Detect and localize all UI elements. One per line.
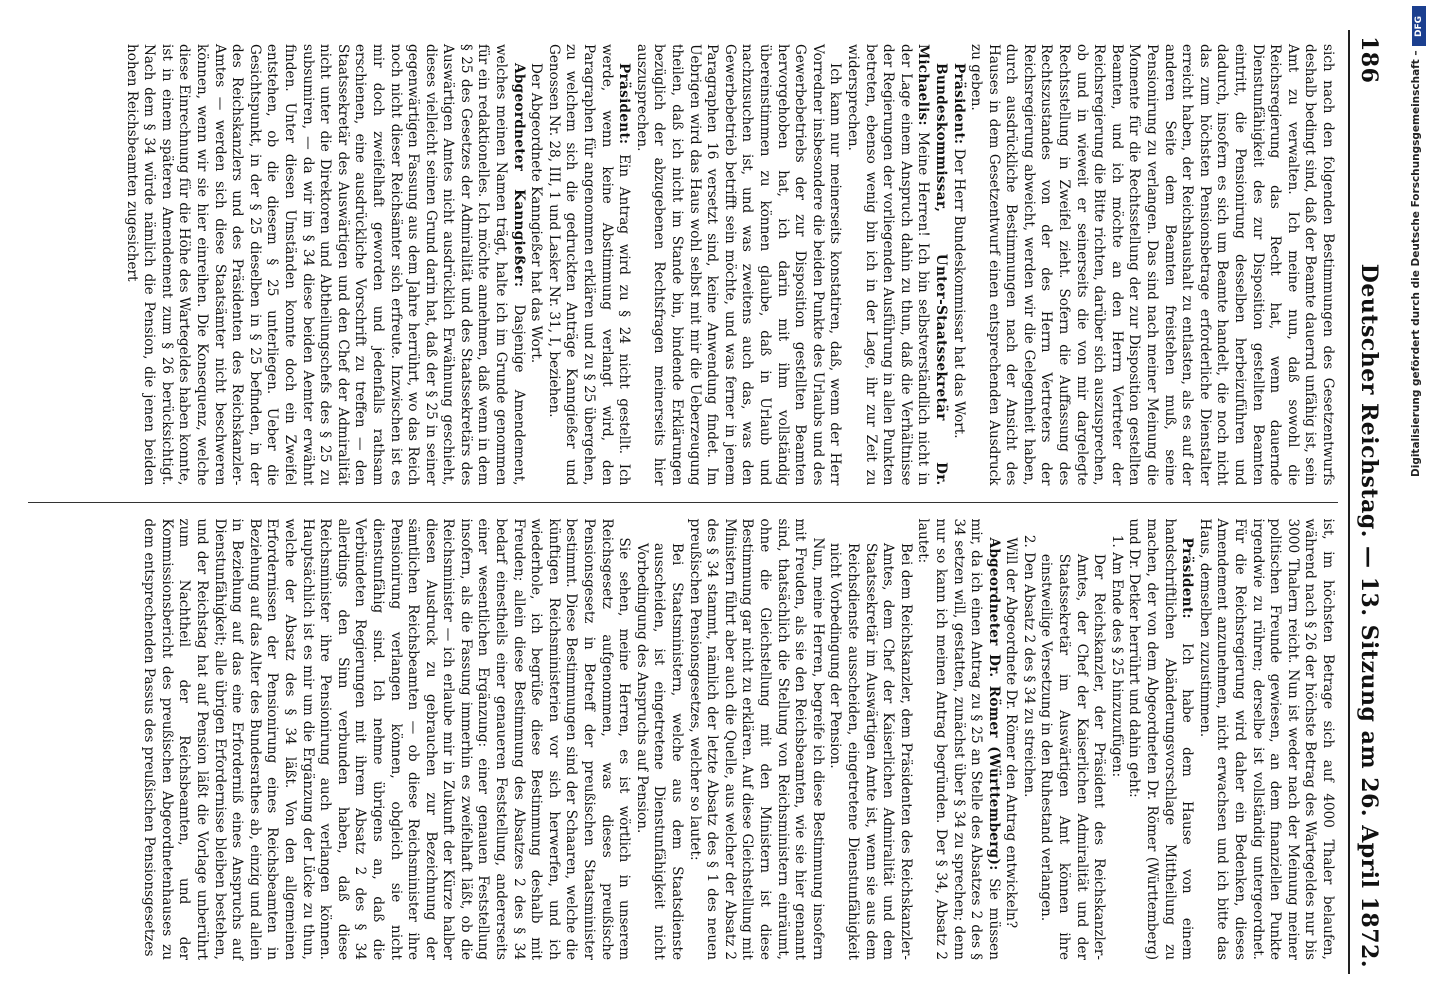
- speaker-label: Präsident:: [1179, 537, 1196, 619]
- running-title: Deutscher Reichstag. — 13. Sitzung am 26. April 1872.: [1356, 263, 1382, 968]
- quoted-text: Bei dem Reichskanzler, dem Präsidenten des Reichskanzler-Amtes, dem Chef der Kaiserlichen Admiralität und dem Staatssekretär im Auswärtigen Amte ist, wenn sie aus dem Reichsdienste ausscheiden, eingetretene Dienstunfähigkeit nicht Vorbedingung der Pension.: [827, 542, 914, 960]
- speech-text: Meine Herren! Ich bin selbstverständlich nicht in der Lage einem Anspruch dahin zu thun, daß die Verhältnisse der Regierungen der vorliegenden Ausführung in allen Punkten betreten, ebenso wenig bin ich in der Lage, ihr zur Zeit zu widersprechen.: [844, 44, 932, 486]
- amendment-item: 1. Am Ende des § 25 hinzuzufügen:: [1108, 534, 1125, 778]
- dfg-logo: DFG: [1412, 6, 1426, 46]
- paragraph: [122, 44, 527, 486]
- digitization-note: Digitalisierung gefördert durch die Deutsche Forschungsgemeinschaft –: [1410, 50, 1422, 477]
- speaker-label: Präsident:: [950, 63, 967, 145]
- paragraph: Ich kann nur meinerseits konstatiren, daß, wenn der Herr Vorredner insbesondere die beiden Punkte des Urlaubs und des Gewerbebetriebs der zur Disposition gestellten Beamten hervorgehoben hat, ich darin mit ihm vollständig übereinstimmen zu können glaube, daß in Urlaub und nachzusuchen ist, und was zweitens auch das, was den Gewerbebetrieb betrifft sein möchte, und was ferner in jenem Paragraphen 16 versetzt sind, keine Anwendung findet. Im Uebrigen wird das Haus wohl selbst mit mir die Ueberzeugung theilen, daß ich nicht im Stande bin, bindende Erklärungen bezüglich der abzugebenen Rechtsfragen meinerseits hier auszusprechen.: [633, 44, 844, 486]
- page-body: [28, 30, 1338, 974]
- column-right: [28, 505, 1338, 975]
- amendment-text: Der Reichskanzler, der Präsident des Reichskanzler-Amtes, der Chef der Kaiserlichen Admiralität und der Staatssekretär im Auswärtigen Amt können ihre einstweilige Versetzung in den Ruhestand verlangen.: [1038, 553, 1108, 960]
- paragraph: [949, 44, 967, 486]
- paragraph: Will der Abgeordnete Dr. Römer den Antrag entwickeln?: [1003, 537, 1020, 929]
- speech-text: Dasjenige Amendement, welches meinen Namen trägt, halte ich im Grunde genommen für ein redaktionelles. Ich möchte annehmen, daß wenn in dem § 25 des Gesetzes der Admiralität und des Staatssekretärs des Auswärtigen Amtes nicht ausdrücklich Erwähnung geschieht, dieses vielleicht seinen Grund darin hat, daß der § 25 in seiner gegenwärtigen Fassung aus dem Jahre herrührt, wo das Reich noch nicht dieser Reichsämter sich erfreute. Inzwischen ist es mir doch zweifelhaft geworden und jedenfalls rathsam erschienen, eine ausdrückliche Vorschrift zu treffen — den Staatssekretär des Auswärtigen und den Chef der Admiralität nicht unter die Direktoren und Abtheilungschefs des § 25 zu subsumiren, — da wir im § 34 diese beiden Aemter erwähnt finden. Unter diesen Umständen konnte doch ein Zweifel entstehen, ob die diesem § 25 unterliegen. Ueber die Gesichtspunkt, in der § 25 dieselben in § 25 befinden, in der des Reichskanzlers und des Präsidenten des Reichskanzler-Amtes — werden sich diese Staatsämter nicht beschweren können, wenn wir sie hier einreihen. Die Konsequenz, welche diese Einrechnung für die Höhe des Wartegeldes haben konnte, ist in einem späteren Amendement zum § 26 berücksichtigt. Nach dem § 34 würde nämlich die Pension, die jenen beiden hohen Reichsbeamten zugesichert: [123, 44, 527, 486]
- speech-text: Sie müssen mir, da ich einen Antrag zu § 25 an Stelle des Absatzes 2 des § 34 setzen will, gestatten, zunächst über § 34 zu sprechen; denn nur so kann ich meinen Antrag begründen. Der § 34, Absatz 2 lautet:: [915, 518, 1002, 960]
- running-head: [1348, 30, 1382, 974]
- paragraph: [914, 519, 1002, 961]
- speaker-label: Bundeskommissar, Unter-Staatssekretär Dr. Michaelis:: [915, 44, 949, 486]
- column-left: [28, 30, 1338, 500]
- speech-text: Ein Antrag wird zu § 24 nicht gestellt. Ich werde, wenn keine Abstimmung verlangt wird, den Paragraphen für angenommen erklären und zu § 25 übergehen, zu welchem sich die gedruckten Anträge Kanngießer und Genossen Nr. 28, III, 1 und Lasker Nr. 31, I, beziehen.: [545, 44, 633, 486]
- quoted-text: Bei Staatsministern, welche aus dem Staatsdienste ausscheiden, ist eingetretene Dienstunfähigkeit nicht Vorbedingung des Anspruchs auf Pension.: [633, 542, 686, 960]
- paragraph: [843, 44, 949, 486]
- paragraph: Der Abgeordnete Kanngießer hat das Wort.: [528, 63, 545, 364]
- speaker-label: Abgeordneter Kanngießer:: [510, 63, 527, 288]
- speech-text: Der Herr Bundeskommissar hat das Wort.: [950, 148, 967, 439]
- paragraph: Sie sehen, meine Herren, es ist wörtlich in unserem Reichsgesetz aufgenommen, was dieses preußische Pensionsgesetz in Betreff der preußischen Staatsminister bestimmt. Diese Bestimmungen sind der Schaaren, welche die künftigen Reichsministerien vor sich herwerfen, und ich wiederhole, ich begrüße diese Bestimmung deshalb mit Freuden; allein diese Bestimmung des Absatzes 2 des § 34 bedarf einestheils einer genaueren Feststellung, andererseits einer wesentlichen Ergänzung: einer genauen Feststellung insofern, als die Fassung immerhin es zweifelhaft läßt, ob die Reichsminister — ich erlaube mir in Zukunft der Kürze halber diesen Ausdruck zu gebrauchen zur Bezeichnung der sämtlichen Reichsbeamten — ob diese Reichsminister ihre Pensionirung verlangen können, obgleich sie nicht dienstunfähig sind. Ich nehme übrigens an, daß die Verbündeten Regierungen mit ihrem Absatz 2 des § 34 allerdings den Sinn verbunden haben, daß diese Reichsminister ihre Pensionirung auch verlangen können. Hauptsächlich ist es mir um die Ergänzung der Lücke zu thun, welche der Absatz des § 34 läßt. Von den allgemeinen Erfordernissen der Pensionirung eines Reichsbeamten in Beziehung auf das Alter des Bundesrathes ab, einzig und allein in Beziehung auf das eine Erforderniß eines Anspruchs auf Dienstunfähigkeit; alle übrigen Erfordernisse bleiben bestehen, und der Reichstag hat auf Pension läßt die Vorlage unberührt zum Nachtheil der Reichsbeamten, und der Kommissionsbericht des preußischen Abgeordnetenhauses zu dem entsprechenden Passus des preußischen Pensionsgesetzes: [141, 518, 633, 960]
- paragraph: [1125, 519, 1195, 961]
- page-number: 186: [1356, 36, 1382, 84]
- paragraph: ist, im höchsten Betrage sich auf 4000 Thaler belaufen, während nach § 26 der höchste Betrag des Wartegeldes nur bis 3000 Thalern reicht. Nun ist weder nach der Meinung meiner politischen Freunde gewiesen, an dem finanziellen Punkte irgendwie zu rühren; derselbe ist vollständig untergeordnet. Für die Reichsregierung wird daher ein Bedenken, dieses Amendement anzunehmen, nicht erwachsen und ich bitte das Haus, demselben zuzustimmen.: [1196, 518, 1336, 960]
- speaker-label: Präsident:: [616, 63, 633, 145]
- column-divider: [28, 502, 1338, 503]
- paragraph: [544, 44, 632, 486]
- speech-text: Ich habe dem Hause von einem handschriftlichen Abänderungsvorschlage Mittheilung zu machen, der von dem Abgeordneten Dr. Römer (Württemberg) und Dr. Detker herrührt und dahin geht:: [1126, 518, 1196, 960]
- speaker-label: Abgeordneter Dr. Römer (Württemberg):: [985, 537, 1002, 871]
- paragraph: Nun, meine Herren, begreife ich diese Bestimmung insofern mit Freuden, als sie den Reichsbeamten, wie sie hier genannt sind, thatsächlich die Stellung von Reichsministern einräumt, ohne die Gleichstellung mit den Ministern ist diese Bestimmung gar nicht zu erklären. Auf diese Gleichstellung mit Ministern führt aber auch die Quelle, aus welcher der Absatz 2 des § 34 stammt, nämlich der letzte Absatz des § 1 des neuen preußischen Pensionsgesetzes, welcher so lautet:: [686, 518, 826, 960]
- amendment-item: 2. Den Absatz 2 des § 34 zu streichen.: [1020, 534, 1037, 798]
- paragraph: sich nach den folgenden Bestimmungen des Gesetzentwurfs deshalb bedingt sind, daß der Beamte dauernd unfähig ist, sein Amt zu verwalten. Ich meine nun, daß sowohl die Reichsregierung das Recht hat, wenn dauernde Dienstunfähigkeit des zur Disposition gestellten Beamten eintritt, die Pensionirung desselben herbeizuführen und dadurch, insofern es sich um Beamte handelt, die noch nicht das zum höchsten Pensionsbetrage erforderliche Dienstalter erreicht haben, der Reichshaushalt zu entlasten, als es auf der anderen Seite dem Beamten freistehen muß, seine Pensionirung zu verlangen. Das sind nach meiner Meinung die Momente für die Rechtsstellung der zur Disposition gestellten Beamten, und ich möchte an den Herrn Vertreter der Reichsregierung die Bitte richten, darüber sich auszusprechen, ob und in wieweit er seinerseits die von mir dargelegte Rechtsstellung in Zweifel zieht. Sofern die Auffassung des Rechtszustandes von der des Herrn Vertreters der Reichsregierung abweicht, werden wir die Gelegenheit haben, durch ausdrückliche Bestimmungen nach der Ansicht des Hauses in dem Gesetzentwurf einen entsprechenden Ausdruck zu geben.: [968, 44, 1336, 486]
